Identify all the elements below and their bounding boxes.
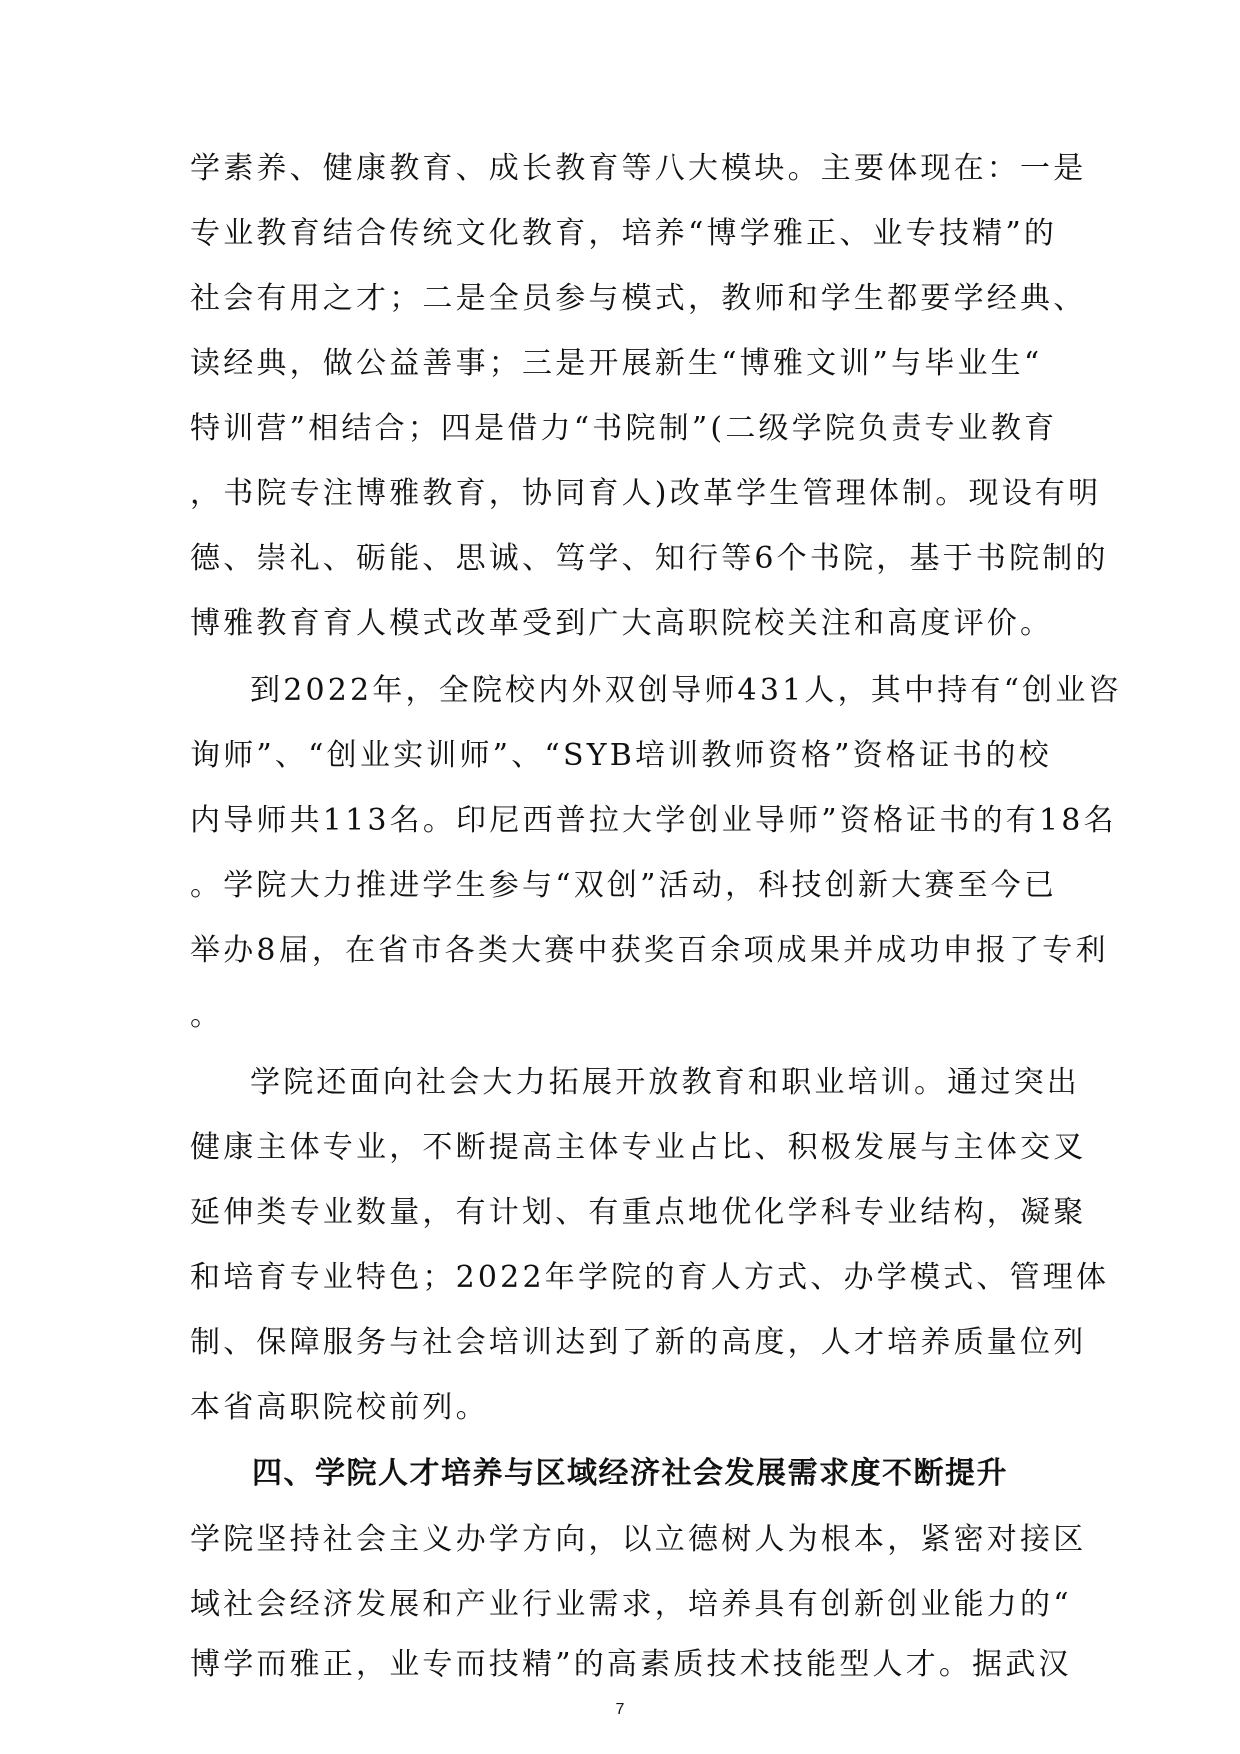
paragraph-3-line: 学院还面向社会大力拓展开放教育和职业培训。通过突出 bbox=[250, 1065, 1080, 1100]
paragraph-4-line: 博学而雅正，业专而技精”的高素质技术技能型人才。据武汉 bbox=[190, 1647, 1072, 1682]
paragraph-4-line: 学院坚持社会主义办学方向，以立德树人为根本，紧密对接区 bbox=[190, 1522, 1087, 1557]
paragraph-2-line: 到2022年，全院校内外双创导师431人，其中持有“创业咨 bbox=[250, 673, 1122, 708]
paragraph-1-line: 德、崇礼、砺能、思诚、笃学、知行等6个书院，基于书院制的 bbox=[190, 541, 1109, 576]
paragraph-1-line: 专业教育结合传统文化教育，培养“博学雅正、业专技精”的 bbox=[190, 216, 1058, 251]
paragraph-4-line: 域社会经济发展和产业行业需求，培养具有创新创业能力的“ bbox=[190, 1587, 1072, 1622]
paragraph-3-line: 延伸类专业数量，有计划、有重点地优化学科专业结构，凝聚 bbox=[190, 1195, 1087, 1230]
paragraph-1-line: 学素养、健康教育、成长教育等八大模块。主要体现在：一是 bbox=[190, 151, 1087, 186]
paragraph-1-line: 特训营”相结合；四是借力“书院制”(二级学院负责专业教育 bbox=[190, 411, 1058, 446]
paragraph-2-line: 内导师共113名。印尼西普拉大学创业导师”资格证书的有18名 bbox=[190, 803, 1117, 838]
paragraph-3-line: 本省高职院校前列。 bbox=[190, 1390, 489, 1425]
section-heading: 四、学院人才培养与区域经济社会发展需求度不断提升 bbox=[252, 1456, 1008, 1491]
paragraph-1-line: 读经典，做公益善事；三是开展新生“博雅文训”与毕业生“ bbox=[190, 346, 1043, 381]
paragraph-2-line: 。 bbox=[190, 998, 224, 1033]
paragraph-2-line: 。学院大力推进学生参与“双创”活动，科技创新大赛至今已 bbox=[190, 868, 1058, 903]
paragraph-2-line: 举办8届，在省市各类大赛中获奖百余项成果并成功申报了专利 bbox=[190, 933, 1109, 968]
paragraph-3-line: 健康主体专业，不断提高主体专业占比、积极发展与主体交叉 bbox=[190, 1130, 1087, 1165]
paragraph-1-line: ，书院专注博雅教育，协同育人)改革学生管理体制。现设有明 bbox=[190, 476, 1102, 511]
page-number: 7 bbox=[615, 1701, 625, 1718]
paragraph-1-line: 社会有用之才；二是全员参与模式，教师和学生都要学经典、 bbox=[190, 281, 1087, 316]
paragraph-2-line: 询师”、“创业实训师”、“SYB培训教师资格”资格证书的校 bbox=[190, 738, 1052, 773]
paragraph-1-line: 博雅教育育人模式改革受到广大高职院校关注和高度评价。 bbox=[190, 606, 1054, 641]
paragraph-3-line: 制、保障服务与社会培训达到了新的高度，人才培养质量位列 bbox=[190, 1325, 1087, 1360]
paragraph-3-line: 和培育专业特色；2022年学院的育人方式、办学模式、管理体 bbox=[190, 1260, 1110, 1295]
